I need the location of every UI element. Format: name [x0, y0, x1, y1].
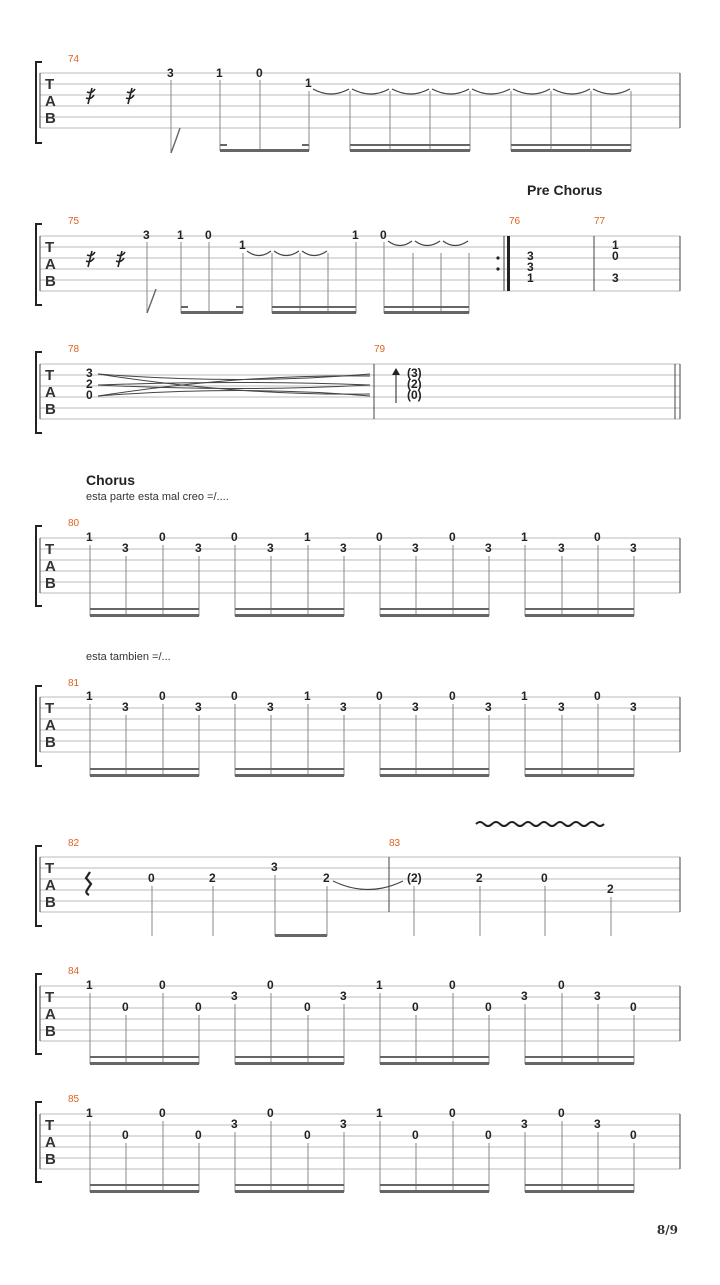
arpeggio-arrow-icon — [392, 368, 400, 375]
chorus-notes — [86, 530, 637, 555]
tab-label-a: A — [45, 256, 56, 273]
tab-label-t: T — [45, 76, 55, 93]
fret-number: 0 — [612, 249, 619, 263]
fret-number: (3) — [407, 366, 422, 380]
fret-number: 1 — [521, 530, 528, 544]
tab-label-b: B — [45, 110, 56, 127]
tab-label-t: T — [45, 367, 55, 384]
fret-number: (2) — [407, 377, 422, 391]
fret-number: 1 — [86, 1106, 93, 1120]
fret-number: 3 — [86, 366, 93, 380]
fret-number: 0 — [304, 1000, 311, 1014]
fret-number: (0) — [407, 388, 422, 402]
fret-number: 3 — [558, 541, 565, 555]
fret-number: 3 — [267, 541, 274, 555]
page-number: 8/9 — [656, 1223, 678, 1237]
fret-number: 1 — [527, 271, 534, 285]
fret-number: 0 — [449, 530, 456, 544]
tab-label-a: A — [45, 558, 56, 575]
fret-number: 3 — [412, 541, 419, 555]
tab-label-a: A — [45, 1134, 56, 1151]
fret-number: 0 — [541, 871, 548, 885]
measure-number: 79 — [374, 344, 386, 355]
tab-label-a: A — [45, 717, 56, 734]
fret-number: 0 — [594, 689, 601, 703]
fret-number: 0 — [558, 978, 565, 992]
fret-number: 1 — [216, 66, 223, 80]
measure-number: 83 — [389, 838, 401, 849]
repeat-start-barline — [507, 236, 510, 291]
fret-number: 3 — [122, 541, 129, 555]
fret-number: 3 — [612, 271, 619, 285]
tab-label-b: B — [45, 1151, 56, 1168]
tie-arcs — [247, 241, 468, 256]
fret-number: 0 — [558, 1106, 565, 1120]
fret-number: 0 — [122, 1128, 129, 1142]
fret-number: 2 — [323, 871, 330, 885]
fret-number: 2 — [86, 377, 93, 391]
fret-number: 1 — [304, 530, 311, 544]
fret-number: 0 — [267, 1106, 274, 1120]
fret-number: 1 — [612, 238, 619, 252]
chorus-notes — [86, 689, 637, 714]
fret-number: 0 — [412, 1128, 419, 1142]
fret-number: 0 — [231, 530, 238, 544]
fret-number: 1 — [239, 238, 246, 252]
measure-number: 77 — [594, 216, 606, 227]
fret-number: 0 — [380, 228, 387, 242]
fret-number: 1 — [86, 689, 93, 703]
staff-row-8 — [36, 1094, 680, 1193]
fret-number: 2 — [476, 871, 483, 885]
fret-number: 0 — [159, 530, 166, 544]
measure-number: 78 — [68, 344, 80, 355]
fret-number: 3 — [267, 700, 274, 714]
sixteenth-rest-icon — [126, 88, 135, 104]
fret-number: 3 — [412, 700, 419, 714]
fret-number: 3 — [271, 860, 278, 874]
fret-number: 3 — [231, 989, 238, 1003]
fret-number: (2) — [407, 871, 422, 885]
tab-label-t: T — [45, 700, 55, 717]
fret-number: 0 — [304, 1128, 311, 1142]
fret-number: 3 — [630, 541, 637, 555]
tab-label-t: T — [45, 989, 55, 1006]
chorus-notes — [86, 1106, 637, 1142]
measure-number: 74 — [68, 54, 80, 65]
tie-arc — [333, 881, 403, 890]
fret-number: 0 — [256, 66, 263, 80]
fret-number: 3 — [527, 260, 534, 274]
section-title: Pre Chorus — [527, 182, 603, 198]
fret-number: 3 — [527, 249, 534, 263]
fret-number: 0 — [195, 1128, 202, 1142]
measure-number: 84 — [68, 966, 80, 977]
measure-number: 76 — [509, 216, 521, 227]
staff-row-6 — [36, 822, 680, 937]
staff-row-5 — [36, 651, 680, 777]
fret-number: 0 — [159, 689, 166, 703]
fret-number: 1 — [352, 228, 359, 242]
fret-number: 3 — [485, 700, 492, 714]
fret-number: 3 — [521, 989, 528, 1003]
fret-number: 0 — [267, 978, 274, 992]
measure-number: 81 — [68, 678, 80, 689]
fret-number: 1 — [305, 76, 312, 90]
tab-label-b: B — [45, 894, 56, 911]
fret-number: 3 — [340, 1117, 347, 1131]
fret-number: 3 — [195, 541, 202, 555]
tab-label-b: B — [45, 401, 56, 418]
sixteenth-rest-icon — [86, 88, 95, 104]
tab-label-a: A — [45, 1006, 56, 1023]
fret-number: 3 — [167, 66, 174, 80]
measure-number: 75 — [68, 216, 80, 227]
fret-number: 3 — [195, 700, 202, 714]
vibrato-icon — [476, 822, 604, 826]
fret-number: 2 — [607, 882, 614, 896]
fret-number: 0 — [159, 978, 166, 992]
fret-number: 2 — [209, 871, 216, 885]
fret-number: 0 — [376, 689, 383, 703]
fret-number: 3 — [143, 228, 150, 242]
fret-number: 0 — [449, 978, 456, 992]
fret-number: 3 — [485, 541, 492, 555]
staff-row-1 — [36, 54, 680, 153]
fret-number: 3 — [558, 700, 565, 714]
fret-number: 0 — [485, 1000, 492, 1014]
fret-number: 0 — [159, 1106, 166, 1120]
fret-number: 0 — [231, 689, 238, 703]
measure-number: 82 — [68, 838, 80, 849]
fret-number: 3 — [231, 1117, 238, 1131]
fret-number: 0 — [449, 689, 456, 703]
tab-label-a: A — [45, 877, 56, 894]
fret-number: 1 — [376, 1106, 383, 1120]
sixteenth-rest-icon — [116, 251, 125, 267]
chorus-notes — [86, 978, 637, 1014]
tab-label-a: A — [45, 93, 56, 110]
staff-row-2 — [36, 182, 680, 314]
fret-number: 0 — [376, 530, 383, 544]
slide-lines — [98, 374, 370, 396]
tab-label-a: A — [45, 384, 56, 401]
tie-arcs — [313, 89, 630, 94]
tab-label-t: T — [45, 860, 55, 877]
fret-number: 3 — [340, 541, 347, 555]
fret-number: 3 — [340, 989, 347, 1003]
fret-number: 1 — [521, 689, 528, 703]
staff-row-3 — [36, 344, 680, 433]
fret-number: 3 — [122, 700, 129, 714]
quarter-rest-icon — [86, 872, 91, 895]
fret-number: 1 — [304, 689, 311, 703]
fret-number: 3 — [630, 700, 637, 714]
annotation-text: esta parte esta mal creo =/.... — [86, 491, 229, 503]
fret-number: 1 — [86, 978, 93, 992]
sixteenth-rest-icon — [86, 251, 95, 267]
tab-label-b: B — [45, 1023, 56, 1040]
fret-number: 0 — [630, 1128, 637, 1142]
fret-number: 0 — [485, 1128, 492, 1142]
tab-label-b: B — [45, 273, 56, 290]
staff-row-7 — [36, 966, 680, 1065]
section-title: Chorus — [86, 472, 135, 488]
tab-label-b: B — [45, 575, 56, 592]
fret-number: 3 — [521, 1117, 528, 1131]
fret-number: 0 — [630, 1000, 637, 1014]
fret-number: 0 — [195, 1000, 202, 1014]
fret-number: 1 — [376, 978, 383, 992]
tab-label-b: B — [45, 734, 56, 751]
fret-number: 3 — [594, 989, 601, 1003]
fret-number: 1 — [177, 228, 184, 242]
tab-label-t: T — [45, 541, 55, 558]
fret-number: 0 — [594, 530, 601, 544]
fret-number: 0 — [148, 871, 155, 885]
staff-row-4 — [36, 472, 680, 617]
fret-number: 0 — [412, 1000, 419, 1014]
measure-number: 80 — [68, 518, 80, 529]
fret-number: 0 — [449, 1106, 456, 1120]
measure-number: 85 — [68, 1094, 80, 1105]
fret-number: 3 — [340, 700, 347, 714]
tab-label-t: T — [45, 239, 55, 256]
tab-label-t: T — [45, 1117, 55, 1134]
fret-number: 3 — [594, 1117, 601, 1131]
fret-number: 1 — [86, 530, 93, 544]
fret-number: 0 — [86, 388, 93, 402]
fret-number: 0 — [122, 1000, 129, 1014]
fret-number: 0 — [205, 228, 212, 242]
annotation-text: esta tambien =/... — [86, 651, 171, 663]
